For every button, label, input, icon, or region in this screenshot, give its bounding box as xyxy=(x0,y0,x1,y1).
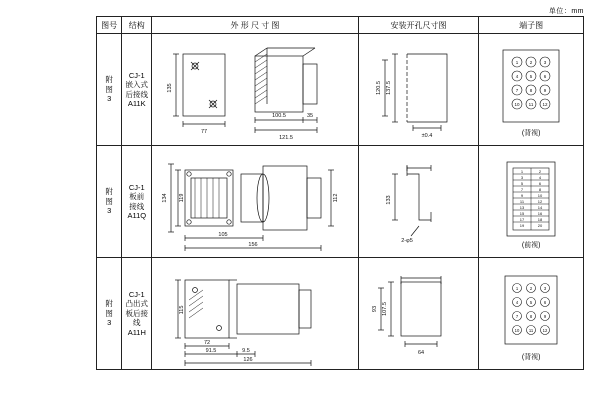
terminal-number: 7 xyxy=(515,87,519,93)
dim-label: 93 xyxy=(371,305,378,312)
drawing-no-line: 图 xyxy=(105,84,113,94)
cell-structure xyxy=(122,258,152,370)
dim-label: ±0.4 xyxy=(421,132,432,139)
terminal-number: 15 xyxy=(519,210,525,216)
structure-line: CJ-1 xyxy=(128,290,145,300)
dim-label: 112 xyxy=(332,193,339,202)
cell-hole-drawing xyxy=(358,146,479,258)
terminal-number: 12 xyxy=(542,327,548,333)
drawing-no-line: 附 xyxy=(105,299,113,309)
structure-line: A11Q xyxy=(127,210,147,220)
drawing-no-line: 图 xyxy=(105,196,113,206)
structure-line: 嵌入式 xyxy=(125,80,149,90)
cell-terminal-drawing xyxy=(479,146,584,258)
dim-label: 121.5 xyxy=(279,134,293,141)
dim-label: 105 xyxy=(218,231,228,238)
terminal-number: 19 xyxy=(519,222,525,228)
structure-line: 后接线 xyxy=(125,89,149,99)
terminal-number: 10 xyxy=(537,192,543,198)
terminal-number: 8 xyxy=(539,186,542,192)
table-row xyxy=(97,146,584,258)
terminal-number: 18 xyxy=(537,216,543,222)
header-row xyxy=(97,17,584,34)
terminal-number: 12 xyxy=(542,101,548,107)
dim-label: 120.5 xyxy=(375,80,382,95)
table-header xyxy=(97,17,584,34)
terminal-number: 9 xyxy=(543,87,547,93)
structure-line: CJ-1 xyxy=(128,182,145,192)
structure-line: 板后接线 xyxy=(125,308,149,328)
terminal-number: 1 xyxy=(515,59,519,65)
cell-terminal-drawing xyxy=(479,258,584,370)
dim-label: 137.5 xyxy=(385,80,392,95)
table-row xyxy=(97,258,584,370)
drawing-no-line: 附 xyxy=(105,75,113,85)
cell-hole-drawing xyxy=(358,34,479,146)
terminal-number: 6 xyxy=(539,180,542,186)
dim-label: 126 xyxy=(243,356,253,363)
terminal-number: 10 xyxy=(514,101,520,107)
terminal-number: 14 xyxy=(537,204,543,210)
dim-label: 100.5 xyxy=(272,112,286,119)
structure-line: A11H xyxy=(127,327,146,337)
spec-table xyxy=(96,16,584,370)
terminal-number: 2 xyxy=(529,59,533,65)
terminal-number: 3 xyxy=(521,174,524,180)
terminal-number: 6 xyxy=(543,299,547,305)
cell-outline-drawing xyxy=(152,146,358,258)
terminal-number: 9 xyxy=(521,192,524,198)
dim-label: 133 xyxy=(385,194,392,205)
terminal-number: 7 xyxy=(515,313,519,319)
cell-drawing-no xyxy=(97,258,122,370)
terminal-number: 20 xyxy=(537,222,543,228)
drawing-no-line: 图 xyxy=(105,308,113,318)
table-body xyxy=(97,34,584,370)
dim-label: 64 xyxy=(417,349,424,356)
dim-label: 77 xyxy=(200,128,208,135)
dim-label: 107.5 xyxy=(381,301,388,316)
terminal-number: 5 xyxy=(521,180,524,186)
terminal-number: 3 xyxy=(543,59,547,65)
drawing-no-line: 3 xyxy=(107,94,112,104)
terminal-number: 5 xyxy=(529,299,533,305)
terminal-number: 7 xyxy=(521,186,524,192)
cell-outline-drawing xyxy=(152,258,358,370)
header-outline: 外 形 尺 寸 图 xyxy=(152,17,358,34)
header-structure: 结构 xyxy=(122,17,152,34)
terminal-caption: (背视) xyxy=(521,129,541,137)
drawing-no-line: 附 xyxy=(105,187,113,197)
terminal-number: 9 xyxy=(543,313,547,319)
drawing-no-line: 3 xyxy=(107,318,112,328)
dim-label: 72 xyxy=(203,339,211,346)
structure-line: 板前 xyxy=(129,192,145,202)
dim-label: 9.5 xyxy=(242,347,250,354)
cell-drawing-no xyxy=(97,146,122,258)
dim-label: 134 xyxy=(161,192,168,203)
cell-outline-drawing xyxy=(152,34,358,146)
unit-note: 单位：mm xyxy=(548,8,584,15)
dim-label: 119 xyxy=(178,193,185,202)
terminal-number: 13 xyxy=(519,204,525,210)
terminal-caption: (背视) xyxy=(521,353,541,361)
dim-label: 156 xyxy=(248,241,258,248)
terminal-number: 16 xyxy=(537,210,543,216)
cell-drawing-no xyxy=(97,34,122,146)
table-row xyxy=(97,34,584,146)
terminal-number: 2 xyxy=(529,285,533,291)
cell-structure xyxy=(122,146,152,258)
terminal-number: 1 xyxy=(515,285,519,291)
structure-line: A11K xyxy=(127,98,146,108)
terminal-number: 5 xyxy=(529,73,533,79)
header-drawing-no: 图号 xyxy=(97,17,122,34)
dim-label: 2-φ5 xyxy=(400,237,413,244)
cell-terminal-drawing xyxy=(479,34,584,146)
dim-label: 91.5 xyxy=(205,347,217,354)
terminal-number: 12 xyxy=(537,198,543,204)
terminal-number: 3 xyxy=(543,285,547,291)
terminal-number: 2 xyxy=(539,168,542,174)
terminal-number: 11 xyxy=(520,198,525,204)
terminal-number: 11 xyxy=(528,327,534,333)
dim-label: 115 xyxy=(178,305,185,314)
cell-hole-drawing xyxy=(358,258,479,370)
header-terminal: 端子图 xyxy=(479,17,584,34)
terminal-number: 6 xyxy=(543,73,547,79)
terminal-number: 8 xyxy=(529,313,533,319)
terminal-number: 4 xyxy=(515,299,519,305)
header-hole: 安装开孔尺寸图 xyxy=(358,17,479,34)
structure-line: 接线 xyxy=(129,201,145,211)
terminal-number: 17 xyxy=(519,216,525,222)
drawing-no-line: 3 xyxy=(107,206,112,216)
terminal-number: 11 xyxy=(528,101,534,107)
structure-line: CJ-1 xyxy=(128,70,145,80)
terminal-number: 4 xyxy=(539,174,542,180)
dim-label: 35 xyxy=(306,112,314,119)
structure-line: 凸出式 xyxy=(125,299,149,309)
terminal-number: 1 xyxy=(521,168,524,174)
terminal-number: 4 xyxy=(515,73,519,79)
terminal-number: 8 xyxy=(529,87,533,93)
terminal-caption: (前视) xyxy=(521,241,541,249)
terminal-number: 10 xyxy=(514,327,520,333)
cell-structure xyxy=(122,34,152,146)
dim-label: 135 xyxy=(166,82,173,93)
